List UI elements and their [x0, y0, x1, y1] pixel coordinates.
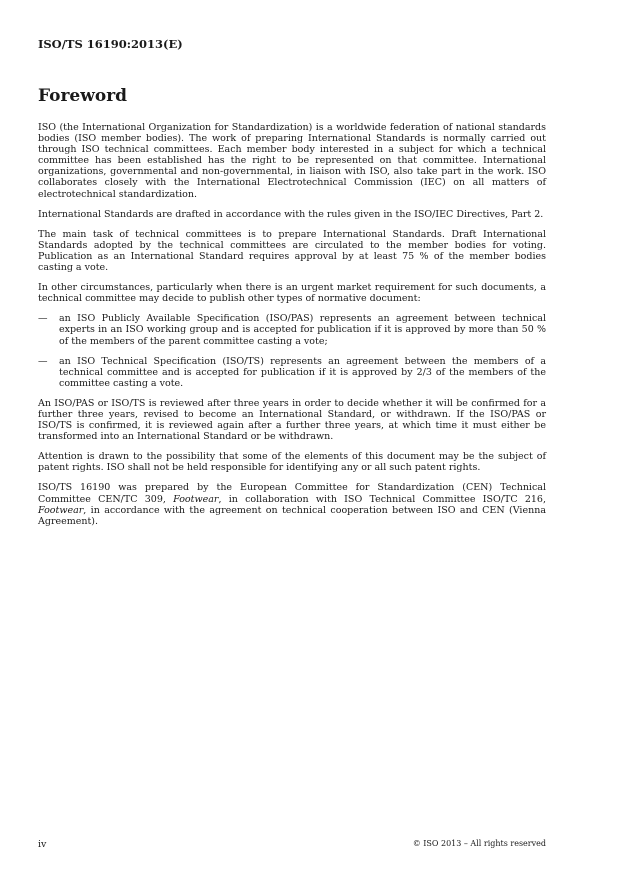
prep-text-e: , in accordance with the agreement on technical cooperation between ISO and CEN (Vienna Agreement). [38, 504, 546, 527]
footer-page-number: iv [38, 839, 47, 850]
paragraph-iso-intro: ISO (the International Organization for Standardization) is a worldwide federation of national standards bodies (ISO member bodies). The work of preparing International Standards is normally carried out through ISO technical committees. Each member body interested in a subject for which a technical committee has been established has the right to be represented on that committee. International organizations, governmental and non-governmental, in liaison with ISO, also take part in the work. ISO collaborates closely with the International Electrotechnical Commission (IEC) on all matters of electrotechnical standardization. [38, 122, 546, 200]
foreword-body [38, 122, 546, 536]
document-id-header: ISO/TS 16190:2013(E) [38, 37, 183, 51]
paragraph-directives: International Standards are drafted in accordance with the rules given in the ISO/IEC Directives, Part 2. [38, 208, 544, 220]
paragraph-other-circumstances: In other circumstances, particularly when there is an urgent market requirement for such documents, a technical committee may decide to publish other types of normative document: [38, 282, 546, 305]
footer-copyright: © ISO 2013 – All rights reserved [412, 839, 546, 848]
prep-text-c: , in collaboration with ISO Technical Committee ISO/TC 216, [218, 493, 546, 505]
list-item [38, 313, 546, 346]
paragraph-preparation [38, 482, 546, 526]
list-dash-marker: — [38, 355, 48, 367]
page-title: Foreword [38, 86, 128, 106]
list-item [38, 356, 546, 389]
paragraph-patent-rights: Attention is drawn to the possibility that some of the elements of this document may be the subject of patent rights. ISO shall not be held responsible for identifying any or all such patent rights. [38, 451, 546, 474]
paragraph-review: An ISO/PAS or ISO/TS is reviewed after three years in order to decide whether it will be confirmed for a further three years, revised to become an International Standard, or withdrawn. If the ISO/PAS or ISO/TS is confirmed, it is reviewed again after a further three years, at which time it must either be transformed into an International Standard or be withdrawn. [38, 397, 546, 443]
list-item-text: an ISO Technical Specification (ISO/TS) represents an agreement between the members of a technical committee and is accepted for publication if it is approved by 2/3 of the members of the committee casting a vote. [59, 355, 546, 389]
normative-document-list [38, 313, 546, 389]
list-dash-marker: — [38, 313, 48, 325]
prep-text-a: ISO/TS 16190 was prepared by the European Committee for Standardization (CEN) Technical Committee CEN/TC 309, [38, 482, 546, 505]
prep-committee-name-iso: Footwear [38, 504, 84, 516]
prep-committee-name-cen: Footwear [173, 493, 219, 505]
paragraph-main-task: The main task of technical committees is to prepare International Standards. Draft International Standards adopted by the technical committees are circulated to the member bodies for voting. Publication as an International Standard requires approval by at least 75 % of the member bodies casting a vote. [38, 228, 546, 274]
list-item-text: an ISO Publicly Available Specification (ISO/PAS) represents an agreement between technical experts in an ISO working group and is accepted for publication if it is approved by more than 50 % of the members of the parent committee casting a vote; [59, 313, 546, 347]
